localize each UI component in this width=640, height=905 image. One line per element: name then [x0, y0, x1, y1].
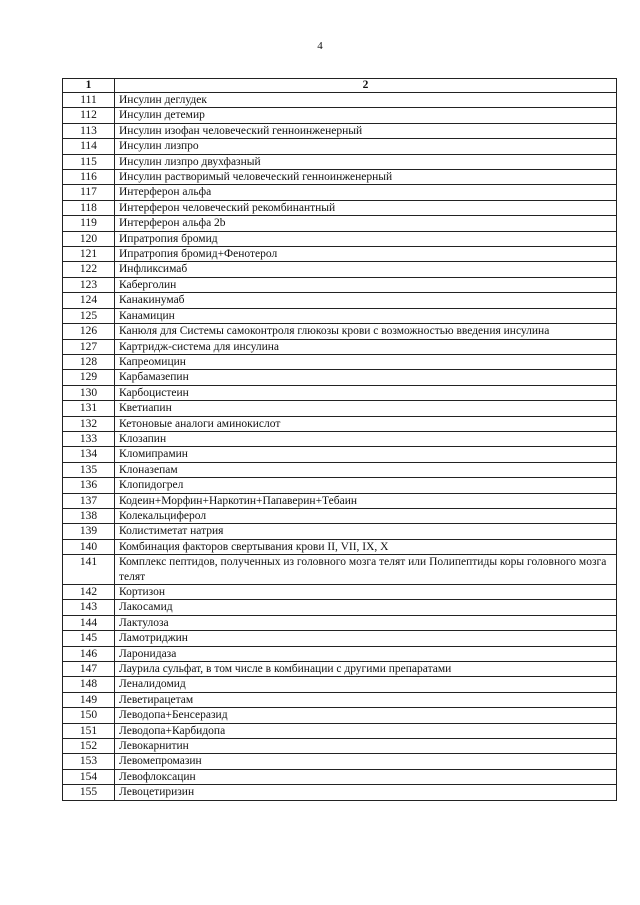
row-drug-name: Кортизон [115, 585, 617, 600]
table-header-row [63, 79, 617, 93]
table-row [63, 785, 617, 800]
row-drug-name: Кломипрамин [115, 447, 617, 462]
table-row [63, 370, 617, 385]
row-drug-name: Интерферон альфа 2b [115, 216, 617, 231]
table-row [63, 293, 617, 308]
row-drug-name: Инсулин лизпро двухфазный [115, 154, 617, 169]
row-number: 140 [63, 539, 115, 554]
row-drug-name: Леводопа+Карбидопа [115, 723, 617, 738]
row-drug-name: Ламотриджин [115, 631, 617, 646]
row-number: 133 [63, 431, 115, 446]
row-drug-name: Картридж-система для инсулина [115, 339, 617, 354]
table-row [63, 354, 617, 369]
row-drug-name: Инсулин растворимый человеческий генноинженерный [115, 170, 617, 185]
table-row [63, 401, 617, 416]
row-number: 137 [63, 493, 115, 508]
table-row [63, 600, 617, 615]
row-drug-name: Лакосамид [115, 600, 617, 615]
table-row [63, 555, 617, 585]
row-drug-name: Левофлоксацин [115, 769, 617, 784]
row-number: 146 [63, 646, 115, 661]
row-number: 119 [63, 216, 115, 231]
row-number: 136 [63, 478, 115, 493]
table-row [63, 431, 617, 446]
table-row [63, 416, 617, 431]
row-drug-name: Ипратропия бромид+Фенотерол [115, 247, 617, 262]
table-row [63, 108, 617, 123]
table-row [63, 524, 617, 539]
row-drug-name: Леветирацетам [115, 692, 617, 707]
row-drug-name: Инсулин изофан человеческий генноинженерный [115, 123, 617, 138]
table-row [63, 200, 617, 215]
row-number: 150 [63, 708, 115, 723]
table-row [63, 769, 617, 784]
table-row [63, 708, 617, 723]
table-row [63, 754, 617, 769]
row-drug-name: Каберголин [115, 277, 617, 292]
row-number: 127 [63, 339, 115, 354]
table-row [63, 324, 617, 339]
row-drug-name: Левокарнитин [115, 739, 617, 754]
row-number: 123 [63, 277, 115, 292]
row-drug-name: Леводопа+Бенсеразид [115, 708, 617, 723]
table-row [63, 692, 617, 707]
table-row [63, 247, 617, 262]
row-drug-name: Инсулин детемир [115, 108, 617, 123]
column-header-number: 1 [63, 79, 115, 93]
table-row [63, 662, 617, 677]
row-drug-name: Колистиметат натрия [115, 524, 617, 539]
table-row [63, 170, 617, 185]
table-row [63, 631, 617, 646]
row-drug-name: Левомепромазин [115, 754, 617, 769]
row-number: 120 [63, 231, 115, 246]
table-row [63, 154, 617, 169]
table-row [63, 123, 617, 138]
row-number: 112 [63, 108, 115, 123]
table-row [63, 723, 617, 738]
row-number: 143 [63, 600, 115, 615]
row-number: 154 [63, 769, 115, 784]
row-number: 113 [63, 123, 115, 138]
row-number: 152 [63, 739, 115, 754]
table-row [63, 739, 617, 754]
row-drug-name: Левоцетиризин [115, 785, 617, 800]
row-drug-name: Интерферон альфа [115, 185, 617, 200]
row-number: 147 [63, 662, 115, 677]
row-number: 139 [63, 524, 115, 539]
row-number: 151 [63, 723, 115, 738]
row-number: 118 [63, 200, 115, 215]
row-drug-name: Интерферон человеческий рекомбинантный [115, 200, 617, 215]
row-number: 142 [63, 585, 115, 600]
row-drug-name: Ипратропия бромид [115, 231, 617, 246]
row-drug-name: Карбамазепин [115, 370, 617, 385]
table-row [63, 508, 617, 523]
row-drug-name: Кветиапин [115, 401, 617, 416]
row-drug-name: Лактулоза [115, 615, 617, 630]
row-number: 111 [63, 93, 115, 108]
row-drug-name: Клоназепам [115, 462, 617, 477]
row-number: 125 [63, 308, 115, 323]
row-drug-name: Лаурила сульфат, в том числе в комбинации с другими препаратами [115, 662, 617, 677]
row-drug-name: Клопидогрел [115, 478, 617, 493]
row-drug-name: Канамицин [115, 308, 617, 323]
row-number: 131 [63, 401, 115, 416]
table-row [63, 646, 617, 661]
row-number: 124 [63, 293, 115, 308]
row-drug-name: Леналидомид [115, 677, 617, 692]
table-row [63, 231, 617, 246]
row-number: 116 [63, 170, 115, 185]
row-drug-name: Инсулин деглудек [115, 93, 617, 108]
table-row [63, 93, 617, 108]
column-header-name: 2 [115, 79, 617, 93]
row-number: 134 [63, 447, 115, 462]
row-number: 128 [63, 354, 115, 369]
row-drug-name: Кодеин+Морфин+Наркотин+Папаверин+Тебаин [115, 493, 617, 508]
table-row [63, 339, 617, 354]
table-row [63, 677, 617, 692]
drug-list-table [62, 78, 617, 801]
row-number: 144 [63, 615, 115, 630]
row-drug-name: Комплекс пептидов, полученных из головного мозга телят или Полипептиды коры головного мозга телят [115, 555, 617, 585]
row-number: 122 [63, 262, 115, 277]
row-number: 132 [63, 416, 115, 431]
row-number: 114 [63, 139, 115, 154]
table-row [63, 308, 617, 323]
row-number: 138 [63, 508, 115, 523]
row-number: 153 [63, 754, 115, 769]
row-number: 145 [63, 631, 115, 646]
row-drug-name: Кетоновые аналоги аминокислот [115, 416, 617, 431]
table-row [63, 462, 617, 477]
table-body [63, 93, 617, 801]
table-row [63, 615, 617, 630]
row-number: 121 [63, 247, 115, 262]
row-drug-name: Ларонидаза [115, 646, 617, 661]
row-drug-name: Колекальциферол [115, 508, 617, 523]
table-row [63, 493, 617, 508]
row-number: 148 [63, 677, 115, 692]
table-row [63, 447, 617, 462]
table-row [63, 478, 617, 493]
row-drug-name: Капреомицин [115, 354, 617, 369]
row-number: 115 [63, 154, 115, 169]
row-drug-name: Инсулин лизпро [115, 139, 617, 154]
row-drug-name: Канюля для Системы самоконтроля глюкозы крови с возможностью введения инсулина [115, 324, 617, 339]
row-number: 149 [63, 692, 115, 707]
table-row [63, 585, 617, 600]
table-row [63, 185, 617, 200]
page-number: 4 [317, 40, 323, 52]
row-drug-name: Комбинация факторов свертывания крови II, VII, IX, X [115, 539, 617, 554]
row-number: 155 [63, 785, 115, 800]
row-number: 135 [63, 462, 115, 477]
table-row [63, 262, 617, 277]
row-drug-name: Инфликсимаб [115, 262, 617, 277]
row-drug-name: Карбоцистеин [115, 385, 617, 400]
table-row [63, 385, 617, 400]
table-row [63, 139, 617, 154]
table-row [63, 539, 617, 554]
table-row [63, 216, 617, 231]
table-row [63, 277, 617, 292]
row-number: 117 [63, 185, 115, 200]
row-number: 129 [63, 370, 115, 385]
row-number: 130 [63, 385, 115, 400]
row-drug-name: Клозапин [115, 431, 617, 446]
row-number: 141 [63, 555, 115, 585]
row-drug-name: Канакинумаб [115, 293, 617, 308]
row-number: 126 [63, 324, 115, 339]
